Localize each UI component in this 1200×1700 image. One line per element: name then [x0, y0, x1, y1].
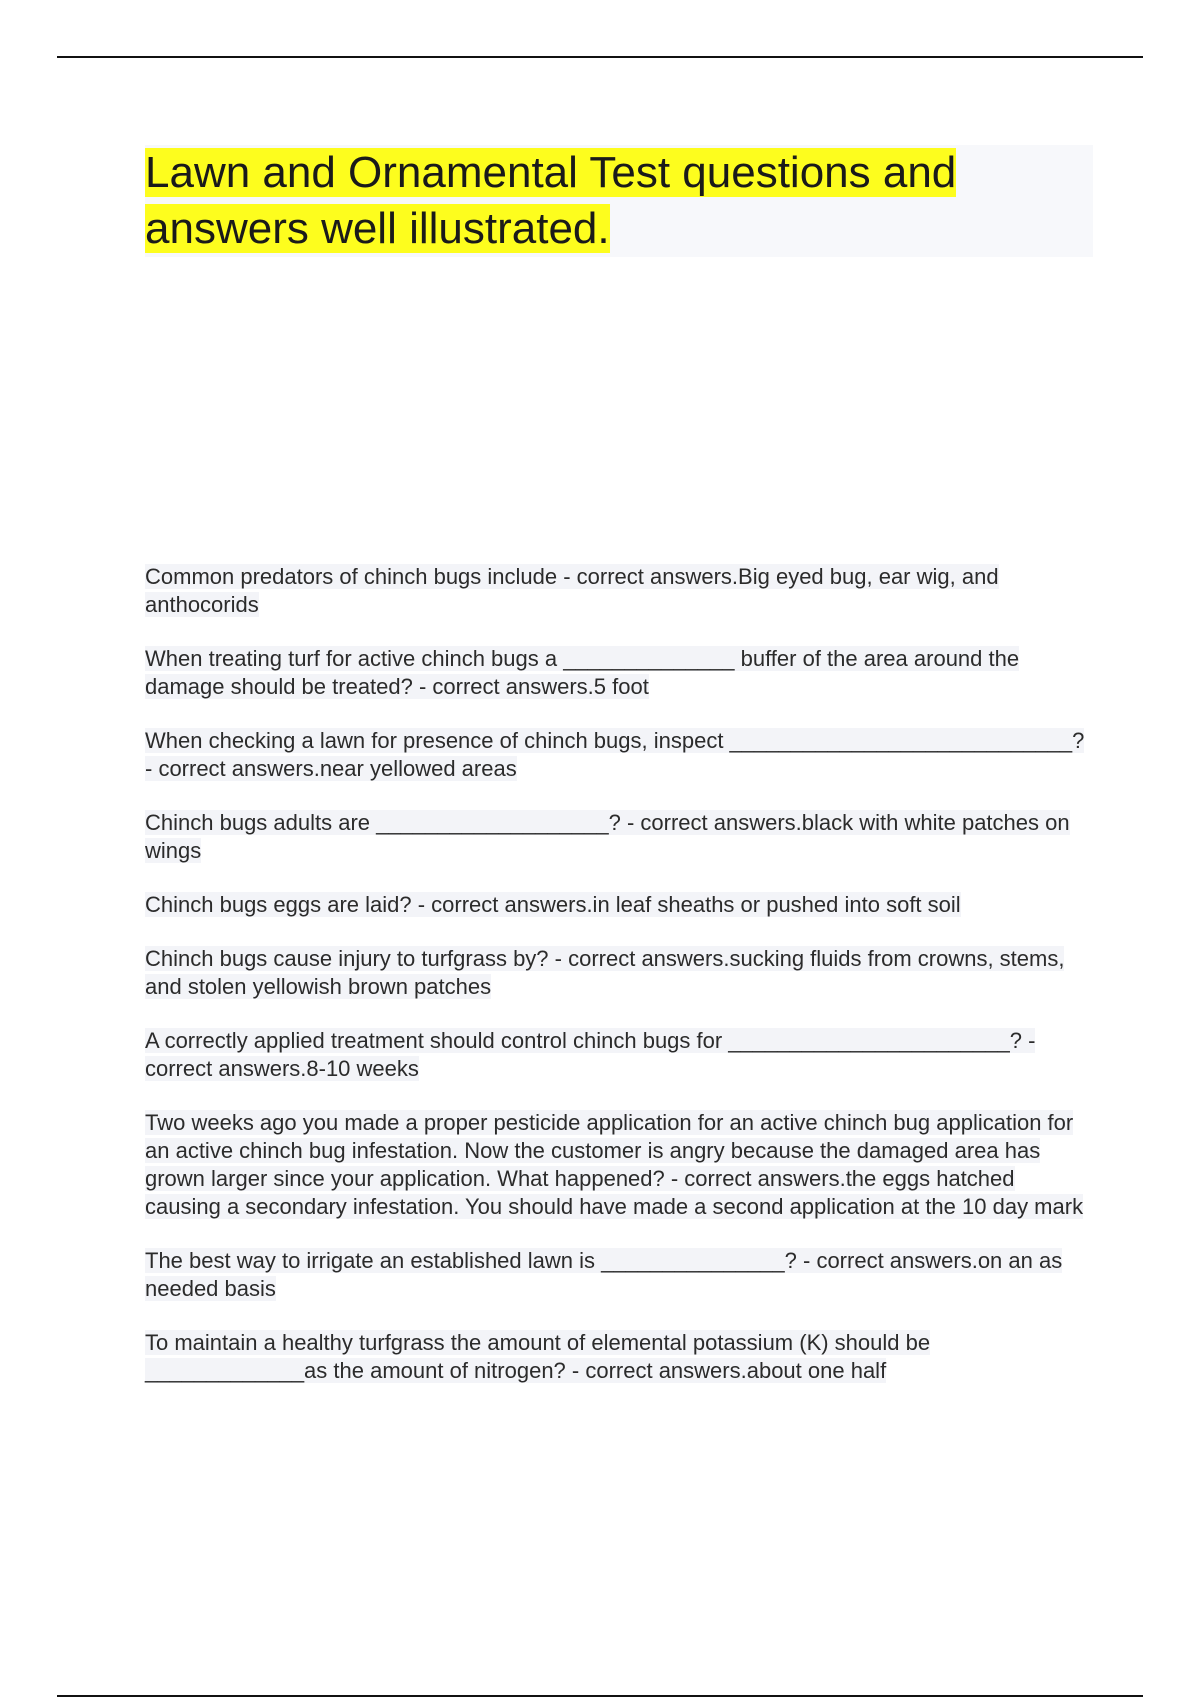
- document-title: [145, 145, 1093, 257]
- qa-item: [145, 1027, 1090, 1083]
- qa-item: [145, 1247, 1090, 1303]
- qa-list: [145, 563, 1090, 1411]
- qa-item: [145, 891, 1090, 919]
- qa-item-text: Chinch bugs adults are ___________________? - correct answers.black with white patches on wings: [145, 810, 1070, 863]
- qa-item-text: The best way to irrigate an established lawn is _______________? - correct answers.on an as needed basis: [145, 1248, 1063, 1301]
- qa-item-text: Chinch bugs cause injury to turfgrass by? - correct answers.sucking fluids from crowns, stems, and stolen yellowish brown patches: [145, 946, 1065, 999]
- qa-item: [145, 945, 1090, 1001]
- qa-item-text: Chinch bugs eggs are laid? - correct answers.in leaf sheaths or pushed into soft soil: [145, 892, 961, 917]
- qa-item-text: To maintain a healthy turfgrass the amount of elemental potassium (K) should be _____________as the amount of nitrogen? - correct answers.about one half: [145, 1330, 931, 1383]
- qa-item: [145, 645, 1090, 701]
- qa-item: [145, 563, 1090, 619]
- qa-item-text: When treating turf for active chinch bugs a ______________ buffer of the area around the damage should be treated? - correct answers.5 foot: [145, 646, 1020, 699]
- document-title-text: Lawn and Ornamental Test questions and answers well illustrated.: [145, 148, 957, 253]
- qa-item: [145, 809, 1090, 865]
- qa-item: [145, 1329, 1090, 1385]
- qa-item-text: Common predators of chinch bugs include - correct answers.Big eyed bug, ear wig, and anthocorids: [145, 564, 999, 617]
- top-rule: [57, 56, 1143, 58]
- qa-item: [145, 727, 1090, 783]
- bottom-rule: [57, 1695, 1143, 1697]
- qa-item-text: A correctly applied treatment should control chinch bugs for _______________________? - correct answers.8-10 weeks: [145, 1028, 1036, 1081]
- title-block: [145, 145, 1093, 257]
- qa-item-text: When checking a lawn for presence of chinch bugs, inspect ____________________________? - correct answers.near yellowed areas: [145, 728, 1085, 781]
- qa-item: [145, 1109, 1090, 1221]
- qa-item-text: Two weeks ago you made a proper pesticide application for an active chinch bug application for an active chinch bug infestation. Now the customer is angry because the damaged area has grown larger since your application. What happened? - correct answers.the eggs hatched causing a secondary infestation. You should have made a second application at the 10 day mark: [145, 1110, 1084, 1219]
